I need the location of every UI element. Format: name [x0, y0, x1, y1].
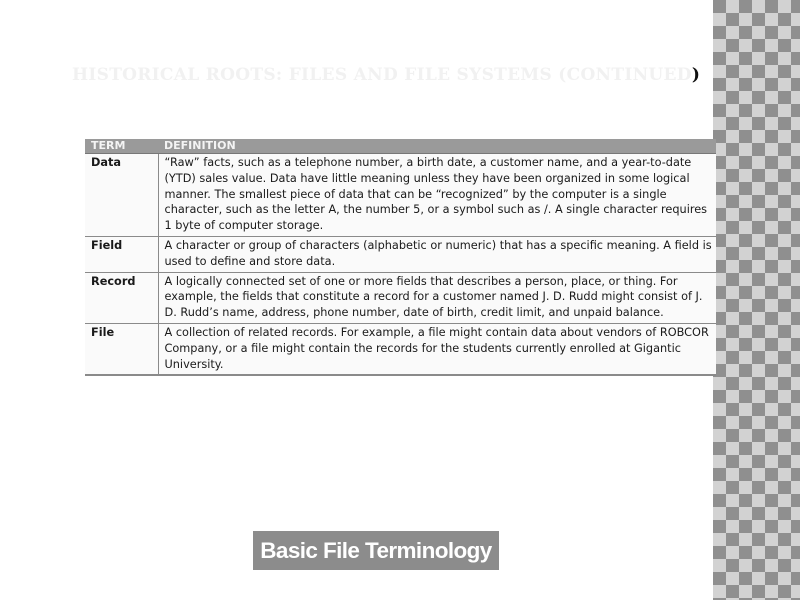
terminology-table	[85, 139, 716, 376]
table-row	[85, 236, 716, 272]
slide-title	[72, 62, 732, 88]
table-row	[85, 272, 716, 323]
term-cell: File	[85, 323, 158, 375]
slide-title-tail: )	[691, 65, 701, 85]
definition-cell: “Raw” facts, such as a telephone number, a birth date, a customer name, and a year-to-date (YTD) sales value. Data have little meaning unless they have been organized in some logical manner. The smallest piece of data that can be “recognized” by the computer is a single character, such as the letter A, the number 5, or a symbol such as /. A single character requires 1 byte of computer storage.	[158, 154, 716, 237]
column-header-term: TERM	[85, 139, 158, 154]
column-header-definition: DEFINITION	[158, 139, 716, 154]
figure-caption: Basic File Terminology	[253, 531, 499, 570]
slide-title-main: HISTORICAL ROOTS: FILES AND FILE SYSTEMS (CONTINUED	[72, 65, 692, 85]
definition-cell: A character or group of characters (alphabetic or numeric) that has a specific meaning. A field is used to define and store data.	[158, 236, 716, 272]
term-cell: Record	[85, 272, 158, 323]
decorative-pattern-panel	[713, 0, 800, 600]
definition-cell: A logically connected set of one or more fields that describes a person, place, or thing. For example, the fields that constitute a record for a customer named J. D. Rudd might consist of J. D. Rudd’s name, address, phone number, date of birth, credit limit, and unpaid balance.	[158, 272, 716, 323]
term-cell: Field	[85, 236, 158, 272]
table-header-row	[85, 139, 716, 154]
table-row	[85, 154, 716, 237]
table-row	[85, 323, 716, 375]
definition-cell: A collection of related records. For example, a file might contain data about vendors of ROBCOR Company, or a file might contain the records for the students currently enrolled at Gigantic University.	[158, 323, 716, 375]
term-cell: Data	[85, 154, 158, 237]
